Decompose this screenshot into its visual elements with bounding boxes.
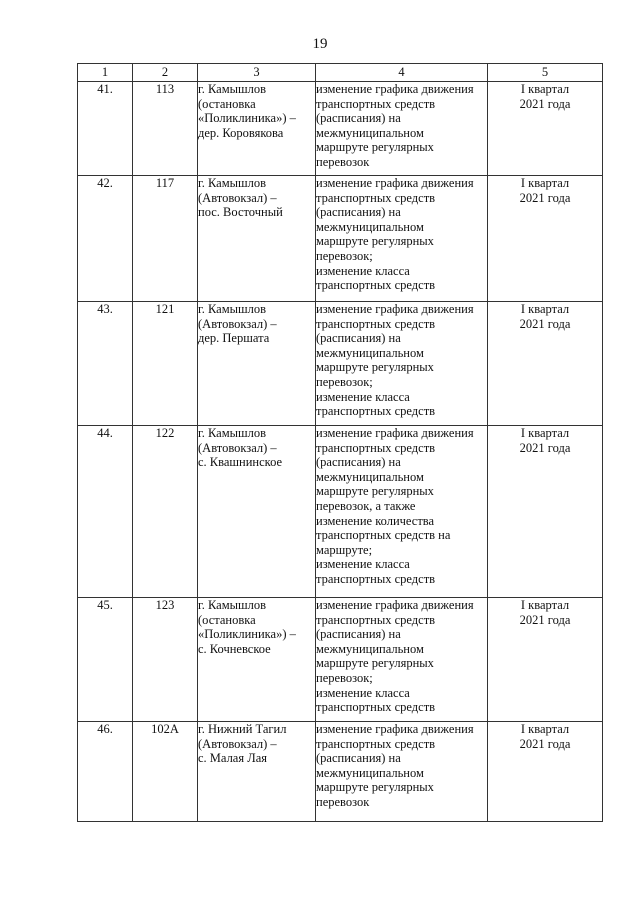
header-col-5: 5 xyxy=(488,64,603,82)
route-name-line: (Автовокзал) – xyxy=(198,440,277,455)
route-name xyxy=(198,598,316,722)
deadline-line: 2021 года xyxy=(519,96,571,111)
change-description xyxy=(316,722,488,822)
change-description-line: маршруте регулярных xyxy=(316,140,434,155)
route-name-line: (Автовокзал) – xyxy=(198,736,277,751)
change-description-line: изменение количества xyxy=(316,513,435,528)
route-name-line: пос. Восточный xyxy=(198,205,283,220)
route-name-line: дер. Першата xyxy=(198,331,270,346)
change-description-line: межмуниципальном xyxy=(316,469,424,484)
change-description-line: маршруте регулярных xyxy=(316,484,434,499)
header-row xyxy=(78,64,603,82)
table-body xyxy=(78,82,603,822)
route-code: 123 xyxy=(133,598,198,722)
route-name-line: «Поликлиника») – xyxy=(198,111,296,126)
deadline-line: 2021 года xyxy=(519,316,571,331)
change-description xyxy=(316,598,488,722)
change-description-line: перевозок; xyxy=(316,248,373,263)
change-description-line: (расписания) на xyxy=(316,205,401,220)
change-description-line: транспортных средств xyxy=(316,736,436,751)
row-number: 46. xyxy=(78,722,133,822)
page-number: 19 xyxy=(312,36,328,52)
change-description-line: изменение класса xyxy=(316,389,410,404)
change-description-line: изменение класса xyxy=(316,685,410,700)
change-description-line: маршруте регулярных xyxy=(316,360,434,375)
header-col-4: 4 xyxy=(316,64,488,82)
change-description-line: транспортных средств xyxy=(316,612,436,627)
route-code: 121 xyxy=(133,302,198,426)
route-name-line: г. Камышлов xyxy=(198,176,267,190)
deadline-line: 2021 года xyxy=(519,440,571,455)
deadline xyxy=(488,598,603,722)
route-name-line: г. Камышлов xyxy=(198,302,267,316)
deadline-line: I квартал xyxy=(520,176,570,190)
row-number: 41. xyxy=(78,82,133,176)
row-number: 44. xyxy=(78,426,133,598)
route-name-line: г. Камышлов xyxy=(198,426,267,440)
table-row xyxy=(78,598,603,722)
route-code: 122 xyxy=(133,426,198,598)
change-description-line: маршруте регулярных xyxy=(316,656,434,671)
route-name xyxy=(198,176,316,302)
row-number: 43. xyxy=(78,302,133,426)
deadline-line: I квартал xyxy=(520,302,570,316)
deadline xyxy=(488,426,603,598)
routes-table xyxy=(77,63,603,822)
change-description xyxy=(316,82,488,176)
change-description-line: изменение графика движения xyxy=(316,82,474,96)
header-col-1: 1 xyxy=(78,64,133,82)
change-description-line: изменение графика движения xyxy=(316,176,474,190)
row-number: 42. xyxy=(78,176,133,302)
deadline-line: I квартал xyxy=(520,426,570,440)
route-name-line: г. Камышлов xyxy=(198,598,267,612)
header-col-3: 3 xyxy=(198,64,316,82)
change-description-line: перевозок; xyxy=(316,374,373,389)
deadline xyxy=(488,722,603,822)
route-name xyxy=(198,426,316,598)
deadline xyxy=(488,176,603,302)
route-name-line: (остановка xyxy=(198,96,256,111)
change-description-line: изменение графика движения xyxy=(316,426,474,440)
change-description xyxy=(316,426,488,598)
route-name-line: (Автовокзал) – xyxy=(198,316,277,331)
table-row xyxy=(78,176,603,302)
deadline-line: 2021 года xyxy=(519,190,571,205)
table-row xyxy=(78,722,603,822)
change-description-line: транспортных средств xyxy=(316,190,436,205)
change-description-line: (расписания) на xyxy=(316,627,401,642)
table-row xyxy=(78,302,603,426)
route-name-line: (остановка xyxy=(198,612,256,627)
change-description-line: транспортных средств xyxy=(316,440,436,455)
route-name-line: с. Малая Лая xyxy=(198,751,268,766)
change-description-line: перевозок, а также xyxy=(316,498,416,513)
change-description-line: межмуниципальном xyxy=(316,125,424,140)
change-description-line: межмуниципальном xyxy=(316,765,424,780)
change-description-line: изменение графика движения xyxy=(316,598,474,612)
change-description-line: транспортных средств xyxy=(316,96,436,111)
route-name-line: дер. Коровякова xyxy=(198,125,284,140)
route-code: 117 xyxy=(133,176,198,302)
change-description-line: межмуниципальном xyxy=(316,641,424,656)
deadline-line: I квартал xyxy=(520,598,570,612)
header-col-2: 2 xyxy=(133,64,198,82)
route-name-line: с. Квашнинское xyxy=(198,455,283,470)
change-description-line: межмуниципальном xyxy=(316,219,424,234)
change-description-line: изменение графика движения xyxy=(316,302,474,316)
change-description-line: межмуниципальном xyxy=(316,345,424,360)
change-description-line: маршруте; xyxy=(316,542,373,557)
route-name-line: г. Камышлов xyxy=(198,82,267,96)
deadline xyxy=(488,82,603,176)
route-name xyxy=(198,82,316,176)
route-code: 102А xyxy=(133,722,198,822)
deadline-line: 2021 года xyxy=(519,612,571,627)
table-row xyxy=(78,82,603,176)
table-row xyxy=(78,426,603,598)
deadline-line: 2021 года xyxy=(519,736,571,751)
route-name-line: с. Кочневское xyxy=(198,641,271,656)
change-description xyxy=(316,176,488,302)
change-description-line: маршруте регулярных xyxy=(316,780,434,795)
deadline-line: I квартал xyxy=(520,722,570,736)
change-description-line: изменение графика движения xyxy=(316,722,474,736)
route-name-line: «Поликлиника») – xyxy=(198,627,296,642)
change-description-line: перевозок xyxy=(316,794,370,809)
row-number: 45. xyxy=(78,598,133,722)
change-description-line: перевозок; xyxy=(316,670,373,685)
route-name xyxy=(198,302,316,426)
route-name xyxy=(198,722,316,822)
change-description xyxy=(316,302,488,426)
change-description-line: (расписания) на xyxy=(316,751,401,766)
change-description-line: транспортных средств на xyxy=(316,528,451,543)
change-description-line: транспортных средств xyxy=(316,316,436,331)
change-description-line: транспортных средств xyxy=(316,700,436,715)
change-description-line: транспортных средств xyxy=(316,278,436,293)
route-name-line: г. Нижний Тагил xyxy=(198,722,287,736)
deadline xyxy=(488,302,603,426)
route-code: 113 xyxy=(133,82,198,176)
deadline-line: I квартал xyxy=(520,82,570,96)
change-description-line: (расписания) на xyxy=(316,331,401,346)
change-description-line: транспортных средств xyxy=(316,404,436,419)
change-description-line: (расписания) на xyxy=(316,111,401,126)
change-description-line: изменение класса xyxy=(316,557,410,572)
change-description-line: перевозок xyxy=(316,154,370,169)
change-description-line: изменение класса xyxy=(316,263,410,278)
route-name-line: (Автовокзал) – xyxy=(198,190,277,205)
change-description-line: маршруте регулярных xyxy=(316,234,434,249)
change-description-line: транспортных средств xyxy=(316,571,436,586)
change-description-line: (расписания) на xyxy=(316,455,401,470)
